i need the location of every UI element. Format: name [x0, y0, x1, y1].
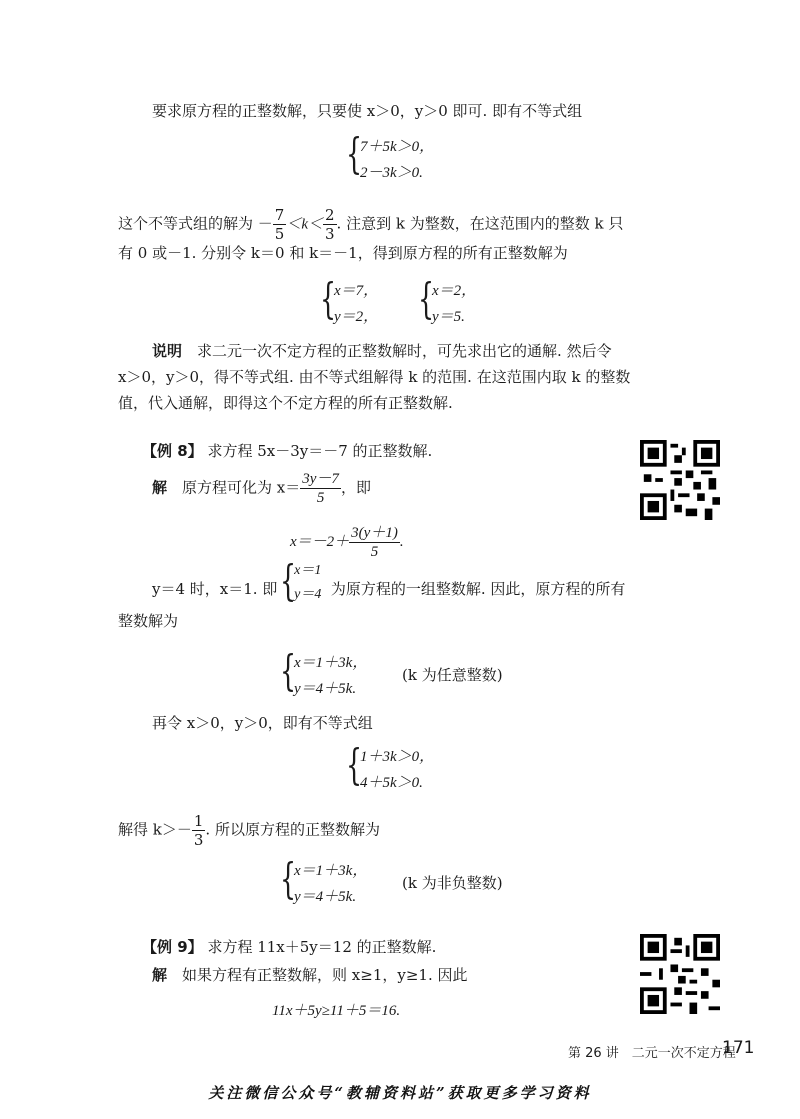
paragraph-line: 再令 x＞0，y＞0，即有不等式组 — [152, 714, 373, 732]
general-solution-x: x＝1＋3k， — [294, 655, 368, 671]
chapter-title: 第 26 讲 二元一次不定方程 — [568, 1046, 736, 1061]
inequality-line: 1＋3k＞0， — [360, 749, 435, 765]
left-brace: { — [280, 854, 297, 903]
fraction: $\frac{3(y+1)}{5}$ — [351, 525, 398, 560]
condition: (k 为非负整数) — [402, 874, 503, 892]
positive-solution-y: y＝4＋5k. — [294, 889, 357, 905]
left-brace: { — [346, 740, 363, 789]
left-brace: { — [346, 129, 363, 178]
fraction: $\frac{7}{5}$ — [274, 206, 285, 243]
fraction: $\frac{2}{3}$ — [325, 206, 335, 243]
general-solution-y: y＝4＋5k. — [294, 681, 357, 697]
solution-line: 解 原方程可化为 x＝ $\frac{3y-7}{5}$ ，即 — [152, 471, 371, 506]
paragraph-line: y＝4 时，x＝1. 即 { x＝1 y＝4 为原方程的一组整数解. 因此，原方程的所有 — [152, 556, 626, 605]
left-brace: { — [418, 274, 435, 323]
solution-line: 解 如果方程有正整数解，则 x≥1，y≥1. 因此 — [152, 966, 468, 984]
solution-x: x＝2， — [432, 283, 477, 299]
paragraph-line: 解得 k＞－ $\frac{1}{3}$ . 所以原方程的正整数解为 — [118, 812, 380, 849]
solution-y: y＝5. — [432, 309, 465, 325]
inequality-line: 4＋5k＞0. — [360, 775, 423, 791]
example-heading: 【例 9】 求方程 11x＋5y＝12 的正整数解. — [142, 938, 437, 956]
paragraph-line: 要求原方程的正整数解，只要使 x＞0，y＞0 即可. 即有不等式组 — [152, 102, 583, 120]
paragraph-line: 有 0 或－1. 分别令 k＝0 和 k＝－1，得到原方程的所有正整数解为 — [118, 244, 568, 262]
note-label: 说明 — [152, 342, 183, 360]
paragraph-line: 整数解为 — [118, 612, 179, 630]
qr-code[interactable] — [640, 440, 720, 520]
fraction: $\frac{3y-7}{5}$ — [302, 471, 339, 506]
paragraph-line: 这个不等式组的解为 － $\frac{7}{5}$ ＜k＜ $\frac{2}{3}$ . 注意到 k 为整数，在这范围内的整数 k 只 — [118, 206, 624, 243]
note-line: 说明 求二元一次不定方程的正整数解时，可先求出它的通解. 然后令 — [152, 342, 612, 360]
condition: (k 为任意整数) — [402, 666, 503, 684]
left-brace: { — [320, 274, 337, 323]
note-line: 值，代入通解，即得这个不定方程的所有正整数解. — [118, 394, 453, 412]
watermark: 关注微信公众号“教辅资料站”获取更多学习资料 — [208, 1084, 592, 1102]
positive-solution-x: x＝1＋3k， — [294, 863, 368, 879]
equation: 11x＋5y≥11＋5＝16. — [272, 1003, 401, 1019]
left-brace: { — [280, 556, 297, 605]
page-number: 171 — [722, 1038, 755, 1058]
left-brace: { — [280, 646, 297, 695]
note-line: x＞0，y＞0，得不等式组. 由不等式组解得 k 的范围. 在这范围内取 k 的整数 — [118, 368, 631, 386]
equation: x＝－2＋ $\frac{3(y+1)}{5}$ . — [290, 525, 404, 560]
inequality-line: 2－3k＞0. — [360, 165, 423, 181]
qr-code[interactable] — [640, 934, 720, 1014]
solution-x: x＝7， — [334, 283, 379, 299]
example-heading: 【例 8】 求方程 5x－3y＝－7 的正整数解. — [142, 442, 433, 460]
solution-y: y＝2， — [334, 309, 379, 325]
fraction: $\frac{1}{3}$ — [193, 812, 204, 849]
inequality-line: 7＋5k＞0， — [360, 139, 435, 155]
